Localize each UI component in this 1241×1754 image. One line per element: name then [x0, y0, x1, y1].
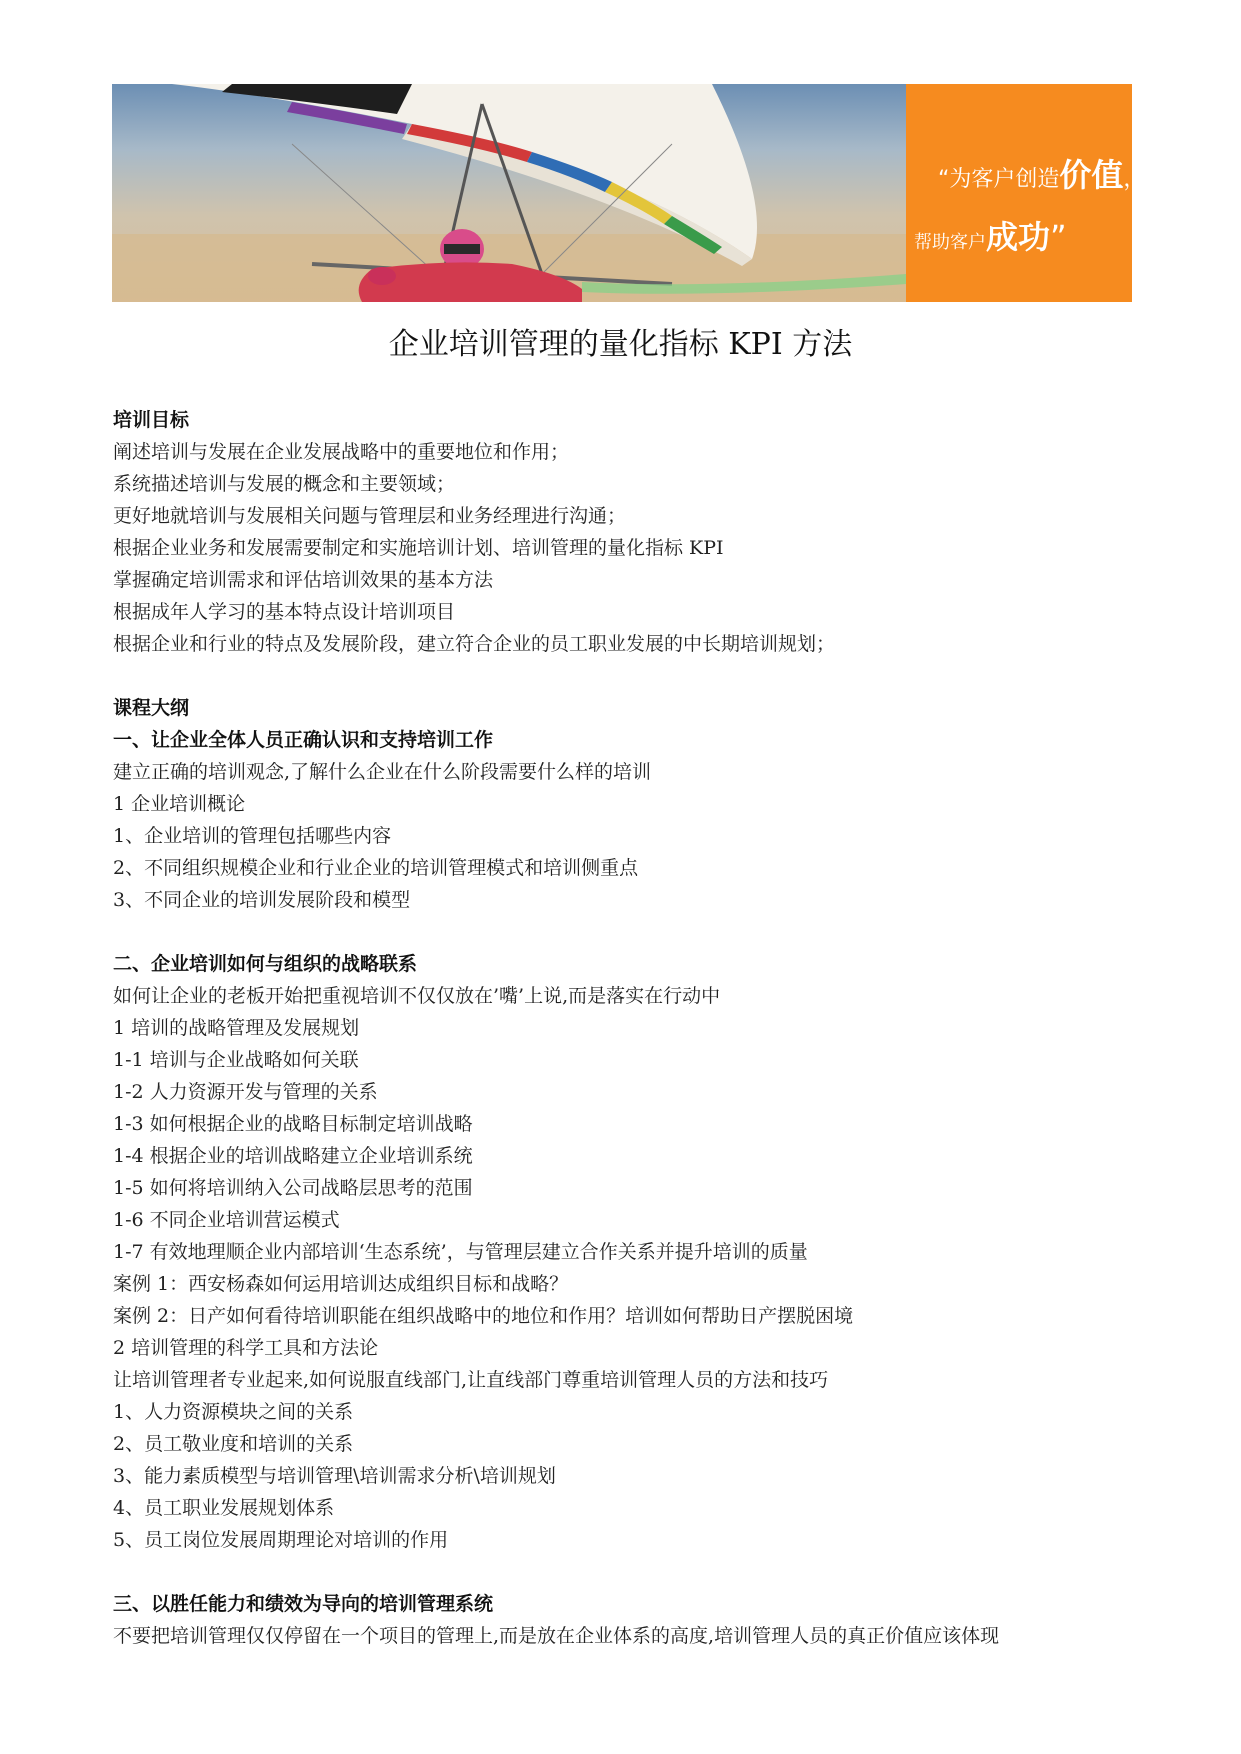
outline-line: 不要把培训管理仅仅停留在一个项目的管理上,而是放在企业体系的高度,培训管理人员的真正价值应该体现 [113, 1625, 1000, 1647]
outline-line: 案例 2：日产如何看待培训职能在组织战略中的地位和作用？培训如何帮助日产摆脱困境 [113, 1305, 854, 1327]
outline-line: 3、不同企业的培训发展阶段和模型 [113, 889, 411, 911]
goals-line: 根据企业业务和发展需要制定和实施培训计划、培训管理的量化指标 KPI [113, 537, 724, 559]
document-body [113, 404, 1143, 1652]
goals-heading: 培训目标 [113, 409, 190, 431]
outline-part-3-heading: 三、以胜任能力和绩效为导向的培训管理系统 [113, 1593, 494, 1615]
goals-line: 系统描述培训与发展的概念和主要领域； [113, 473, 456, 495]
outline-part-1-heading: 一、让企业全体人员正确认识和支持培训工作 [113, 729, 494, 751]
slogan-value-word: 价值 [1059, 156, 1124, 194]
slogan-closing-quote: ” [1050, 218, 1067, 256]
outline-line: 案例 1：西安杨森如何运用培训达成组织目标和战略？ [113, 1273, 569, 1295]
outline-line: 如何让企业的老板开始把重视培训不仅仅放在’嘴’上说,而是落实在行动中 [113, 985, 721, 1007]
slogan-line-2 [914, 212, 1067, 258]
outline-line: 1-2 人力资源开发与管理的关系 [113, 1081, 378, 1103]
outline-line: 让培训管理者专业起来,如何说服直线部门,让直线部门尊重培训管理人员的方法和技巧 [113, 1369, 829, 1391]
hang-glider-illustration [112, 84, 906, 302]
slogan-panel [906, 84, 1146, 302]
goals-line: 阐述培训与发展在企业发展战略中的重要地位和作用； [113, 441, 570, 463]
outline-line: 1-7 有效地理顺企业内部培训‘生态系统’，与管理层建立合作关系并提升培训的质量 [113, 1241, 808, 1263]
outline-line: 3、能力素质模型与培训管理\培训需求分析\培训规划 [113, 1465, 556, 1487]
outline-line: 1 企业培训概论 [113, 793, 246, 815]
outline-line: 1-4 根据企业的培训战略建立企业培训系统 [113, 1145, 473, 1167]
spacer [113, 916, 1143, 948]
outline-line: 2、员工敬业度和培训的关系 [113, 1433, 354, 1455]
hang-glider-photo [112, 84, 906, 302]
document-title: 企业培训管理的量化指标 KPI 方法 [388, 327, 853, 362]
outline-line: 1-5 如何将培训纳入公司战略层思考的范围 [113, 1177, 473, 1199]
outline-line: 建立正确的培训观念,了解什么企业在什么阶段需要什么样的培训 [113, 761, 652, 783]
spacer [113, 1556, 1143, 1588]
outline-line: 1、企业培训的管理包括哪些内容 [113, 825, 392, 847]
outline-line: 1-1 培训与企业战略如何关联 [113, 1049, 359, 1071]
goals-line: 根据成年人学习的基本特点设计培训项目 [113, 601, 456, 623]
outline-heading: 课程大纲 [113, 697, 190, 719]
outline-line: 2、不同组织规模企业和行业企业的培训管理模式和培训侧重点 [113, 857, 639, 879]
goals-line: 掌握确定培训需求和评估培训效果的基本方法 [113, 569, 494, 591]
outline-line: 4、员工职业发展规划体系 [113, 1497, 335, 1519]
outline-line: 2 培训管理的科学工具和方法论 [113, 1337, 379, 1359]
outline-line: 1-6 不同企业培训营运模式 [113, 1209, 340, 1231]
slogan-line-2-prefix: 帮助客户 [914, 232, 986, 253]
outline-part-2-heading: 二、企业培训如何与组织的战略联系 [113, 953, 418, 975]
outline-line: 1、人力资源模块之间的关系 [113, 1401, 354, 1423]
header-banner [112, 84, 1146, 302]
slogan-line-1-prefix: “为客户创造 [938, 167, 1060, 192]
slogan-line-1 [938, 150, 1145, 196]
spacer [113, 660, 1143, 692]
outline-line: 1-3 如何根据企业的战略目标制定培训战略 [113, 1113, 473, 1135]
outline-line: 1 培训的战略管理及发展规划 [113, 1017, 360, 1039]
goals-line: 更好地就培训与发展相关问题与管理层和业务经理进行沟通； [113, 505, 627, 527]
slogan-success-word: 成功 [986, 218, 1051, 256]
goals-line: 根据企业和行业的特点及发展阶段，建立符合企业的员工职业发展的中长期培训规划； [113, 633, 836, 655]
outline-line: 5、员工岗位发展周期理论对培训的作用 [113, 1529, 449, 1551]
slogan-line-1-suffix: ， [1123, 167, 1146, 192]
